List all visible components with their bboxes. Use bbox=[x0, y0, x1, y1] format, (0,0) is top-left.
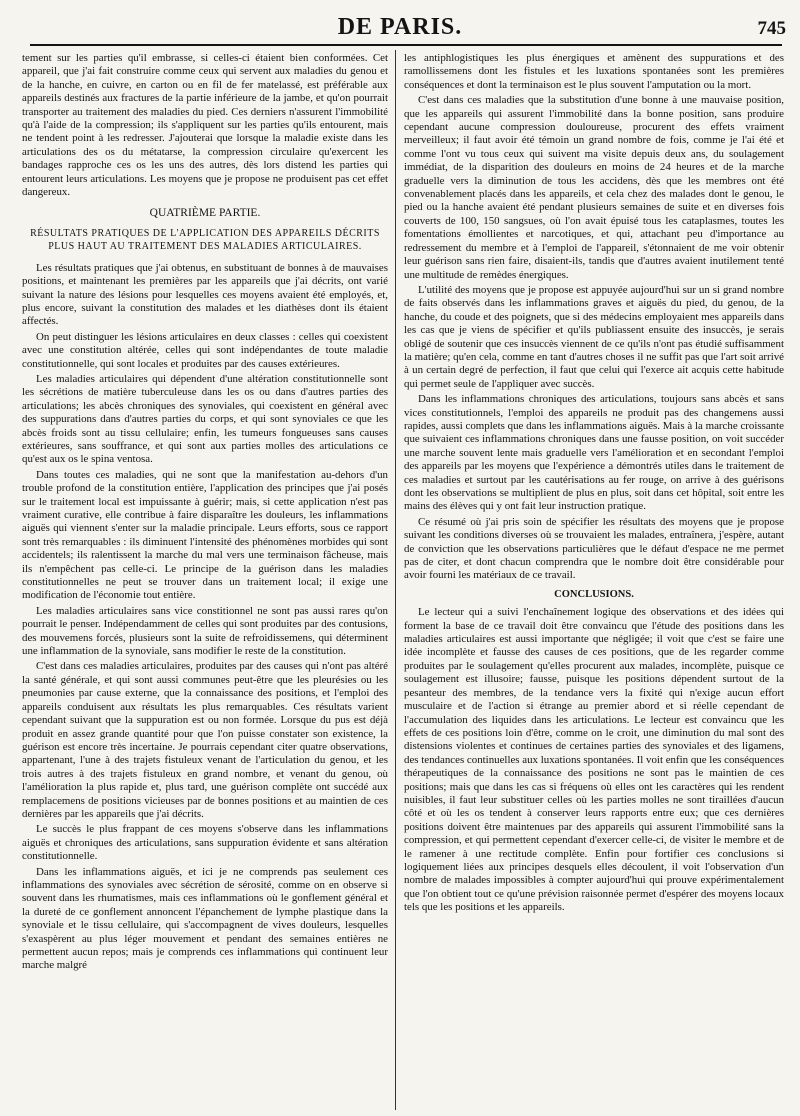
paragraph: L'utilité des moyens que je propose est appuyée aujourd'hui sur un si grand nombre de faits observés dans les inflammations graves et aiguës du pied, du genou, de la hanche, du coude et des poignets, que si des médecins employaient mes appareils dans les cas que je viens de spécifier et qu'ils publiassent ensuite des insuccès, je serais obligé de soutenir que ces insuccès viennent de ce qu'ils n'ont pas étudié suffisamment la matière; qu'en cela, comme en tant d'autres choses il ne suffit pas que l'art soit arrivé à un certain degré de perfection, il faut que celui qui l'exerce ait acquis cette habitude qui permet seule de l'appliquer avec succès. bbox=[404, 283, 784, 390]
header-rule bbox=[30, 44, 782, 46]
column-divider bbox=[395, 50, 396, 1110]
section-title: QUATRIÈME PARTIE. bbox=[149, 207, 261, 220]
paragraph: tement sur les parties qu'il embrasse, si celles-ci étaient bien conformées. Cet appareil, que j'ai fait construire comme ceux qui servent aux maladies du genou et de la hanche, en cuivre, en carton ou en fil de fer matelassé, est préférable aux appareils destinés aux fractures de la partie inférieure de la jambe, et qu'on pourrait transporter au traitement des maladies du pied. Ces derniers n'assurent l'immobilité qu'à l'aide de la compression; ils s'appliquent sur les parties qu'ils entourent, mais ne tendent point à les redresser. J'ajouterai que lorsque la maladie existe dans les articulations des os du métatarse, la compression circulaire qu'exercent les bandages rapproche ces os les uns des autres, dès lors distend les parties qui entourent leurs articulations. Les moyens que je propose ne produisent pas cet effet dangereux. bbox=[22, 52, 388, 199]
paragraph: les antiphlogistiques les plus énergiques et amènent des suppurations et des ramollissemens dont les fistules et les luxations spontanées sont les premières conséquences et dont la terminaison est le plus souvent l'amputation ou la mort. bbox=[404, 52, 784, 91]
paragraph: Ce résumé où j'ai pris soin de spécifier les résultats des moyens que je propose suivant les conditions diverses où se trouvaient les malades, entraînera, j'espère, autant de conviction que les observations particulières que le défaut d'espace ne me permet pas de citer, et dont chacun comprendra que le nombre doit être considérable pour avoir fourni les matériaux de ce travail. bbox=[404, 515, 784, 582]
paragraph: C'est dans ces maladies que la substitution d'une bonne à une mauvaise position, que les appareils qui assurent l'immobilité dans la bonne position, sans produire cependant aucune compression douloureuse, procurent des effets vraiment merveilleux; il faut avoir été témoin un grand nombre de fois, comme je l'ai été et comme l'ont vu tous ceux qui suivent ma visite depuis deux ans, du soulagement immédiat, de la disparition des douleurs en moins de 24 heures et de la marche graduelle vers la diminution de tous les accidens, dès que les membres ont été convenablement placés dans les appareils, et cela chez des malades dont le genou, le pied ou la hanche avaient été pendant plusieurs semaines de suite et en diverses fois couverts de 100, 150 sangsues, où l'on avait épuisé tous les cataplasmes, toutes les fomentations émollientes et narcotiques, et qui, attachant peu d'importance au redressement du membre et à l'emploi de l'appareil, s'étonnaient de me voir obtenir leur guérison sans rien faire, disaient-ils, tandis que d'autres avaient inutilement tenté une multitude de remèdes énergiques. bbox=[404, 94, 784, 281]
right-column bbox=[404, 52, 784, 1110]
paragraph: Les résultats pratiques que j'ai obtenus, en substituant de bonnes à de mauvaises positions, et maintenant les premières par les appareils que j'ai décrits, ont varié suivant la nature des lésions pour lesquelles ces moyens avaient été employés, et, plus encore, suivant la constitution des malades et les diathèses dont ils étaient affectés. bbox=[22, 261, 388, 328]
page-header bbox=[0, 0, 800, 44]
section-subtitle: RÉSULTATS PRATIQUES DE L'APPLICATION DES APPAREILS DÉCRITS PLUS HAUT AU TRAITEMENT DES MALADIES ARTICULAIRES. bbox=[30, 227, 380, 253]
running-title: DE PARIS. bbox=[337, 14, 463, 40]
paragraph: Les maladies articulaires sans vice constitionnel ne sont pas aussi rares qu'on pourrait le penser. Indépendamment de celles qui sont produites par des contusions, des mouvemens forcés, plusieurs sont la suite de refroidissemens, qui déterminent une inflammation de la synoviale, sans modifier le reste de la constitution. bbox=[22, 604, 388, 658]
paragraph: Le lecteur qui a suivi l'enchaînement logique des observations et des idées qui forment la base de ce travail doit être convaincu que l'étude des positions dans les maladies articulaires est aussi importante que négligée; il voit que c'est se faire une idée incomplète et fausse des causes de ces positions, que de les regarder comme produites par le soulagement qu'elles procurent aux malades, incomplète, puisque ce soulagement est illusoire; fausse, puisque les positions dépendent surtout de la pesanteur des membres, de la tendance vers la fixité qui n'exige aucun effort musculaire et de l'action si étrange au premier abord et si réelle cependant de l'accumulation des liquides dans les articulations. Le lecteur est convaincu que les effets de ces positions loin d'être, comme on le croit, une diminution du mal sont des distensions violentes et continues de certaines parties des synoviales et des ligamens, des tendances continuelles aux luxations spontanées. Il voit enfin que les conséquences thérapeutiques de la connaissance des positions ne sont pas le maintien de ces positions; mais que dans les cas si fréquens où elles ont les caractères qui les rendent nuisibles, il faut leur substituer celles où les parties molles ne sont tiraillées d'aucun côté et où les os tendent à conserver leurs rapports entre eux; que ces dernières positions doivent être maintenues par des appareils qui assurent l'immobilité sans la compression, et qui permettent cependant d'exercer celle-ci, de visiter le membre et de le ramener à une rectitude complète. Enfin pour fortifier ces conclusions si logiquement liées aux principes desquels elles découlent, il voit l'observation d'un nombre de malades impossibles à compter aujourd'hui qui prouve expérimentalement que l'on obtient tout ce qu'une prévision raisonnée permet d'espérer des moyens locaux tels que les positions et les appareils. bbox=[404, 606, 784, 914]
paragraph: On peut distinguer les lésions articulaires en deux classes : celles qui coexistent avec une constitution altérée, celles qui sont indépendantes de toute maladie constitutionnelle, qui sont locales et produites par des causes extérieures. bbox=[22, 330, 388, 370]
page-number: 745 bbox=[757, 18, 786, 39]
left-column bbox=[22, 52, 388, 1110]
paragraph: Dans toutes ces maladies, qui ne sont que la manifestation au-dehors d'un trouble profond de la constitution entière, l'application des principes que j'ai posés sur le traitement local est impuissante à guérir; mais, si cette application n'est pas vraiment curative, elle contribue à faire disparaître les douleurs, les inflammations aiguës qui viennent s'enter sur la maladie principale. Leurs efforts, sous ce rapport sont très remarquables : ils diminuent l'intensité des phénomènes morbides qui sont accidentels; ils ralentissent la marche du mal vers une terminaison fâcheuse, mais ils n'empêchent pas celle-ci. Le principe de la guérison dans les maladies constitutionnelles ne peut se trouver dans un traitement local; il exige une modification de l'économie tout entière. bbox=[22, 468, 388, 602]
conclusions-heading: CONCLUSIONS. bbox=[554, 588, 634, 600]
paragraph: Dans les inflammations chroniques des articulations, toujours sans abcès et sans vices constitutionnels, l'emploi des appareils ne produit pas des changemens aussi rapides, aussi complets que dans les inflammations aiguës. Mais à la marche croissante que suivaient ces inflammations chroniques dans une fausse position, on voit succéder une marche souvent lente mais graduelle vers l'amélioration et en secondant l'emploi des appareils par les moyens que l'expérience a démontrés utiles dans le traitement de ces maladies et surtout par les cautérisations au fer rouge, on arrive à des guérisons dont les observations se multiplient de plus en plus, soit dans cet hôpital, soit entre les mains des élèves qui y ont fait leur instruction pratique. bbox=[404, 393, 784, 513]
paragraph: C'est dans ces maladies articulaires, produites par des causes qui n'ont pas altéré la santé générale, et qui sont aussi communes peut-être que les pleurésies ou les pneumonies par cause externe, que la connaissance des positions, et l'emploi des appareils conduisent aux résultats les plus remarquables. Ces résultats varient cependant suivant que la suppuration est ou non formée. Lorsque du pus est déjà produit en assez grande quantité pour que l'on puisse constater son existence, la guérison est encore très incertaine. Je pourrais cependant citer quatre observations, appartenant, l'une à des trajets fistuleux venant de l'articulation du genou, et les trois autres à des trajets fistuleux en grand nombre, et venant du genou, où l'amélioration la plus rapide et, plus tard, une guérison complète ont succédé aux remplacemens de positions vicieuses par de bonnes positions et au maintien de ces dernières par les appareils que j'ai décrits. bbox=[22, 660, 388, 820]
paragraph: Le succès le plus frappant de ces moyens s'observe dans les inflammations aiguës et chroniques des articulations, sans suppuration évidente et sans altération constitutionnelle. bbox=[22, 823, 388, 863]
paragraph: Les maladies articulaires qui dépendent d'une altération constitutionnelle sont les sécrétions de matière tuberculeuse dans les os ou dans d'autres parties des articulations; les abcès chroniques des synoviales, qui coexistent en général avec des suppurations dans d'autres parties du corps, et qui sont synoviales ce que les abcès froids sont au tissu cellulaire; enfin, les tumeurs fongueuses sans causes extérieures, sans souffrance, et qui sont aux parties molles des articulations ce qu'est aux os le spina ventosa. bbox=[22, 372, 388, 466]
paragraph: Dans les inflammations aiguës, et ici je ne comprends pas seulement ces inflammations des synoviales avec sécrétion de sérosité, comme on en observe si souvent dans les rhumatismes, mais ces inflammations où le gonflement général et la dureté de ce gonflement annoncent l'épanchement de lymphe plastique dans la synoviale et le tissu cellulaire, qui s'accompagnent de vives douleurs, lesquelles s'exaspèrent au plus léger mouvement et pendant des semaines entières ne permettent aucun repos; mais je comprends ces inflammations qui continuent leur marche malgré bbox=[22, 865, 388, 972]
